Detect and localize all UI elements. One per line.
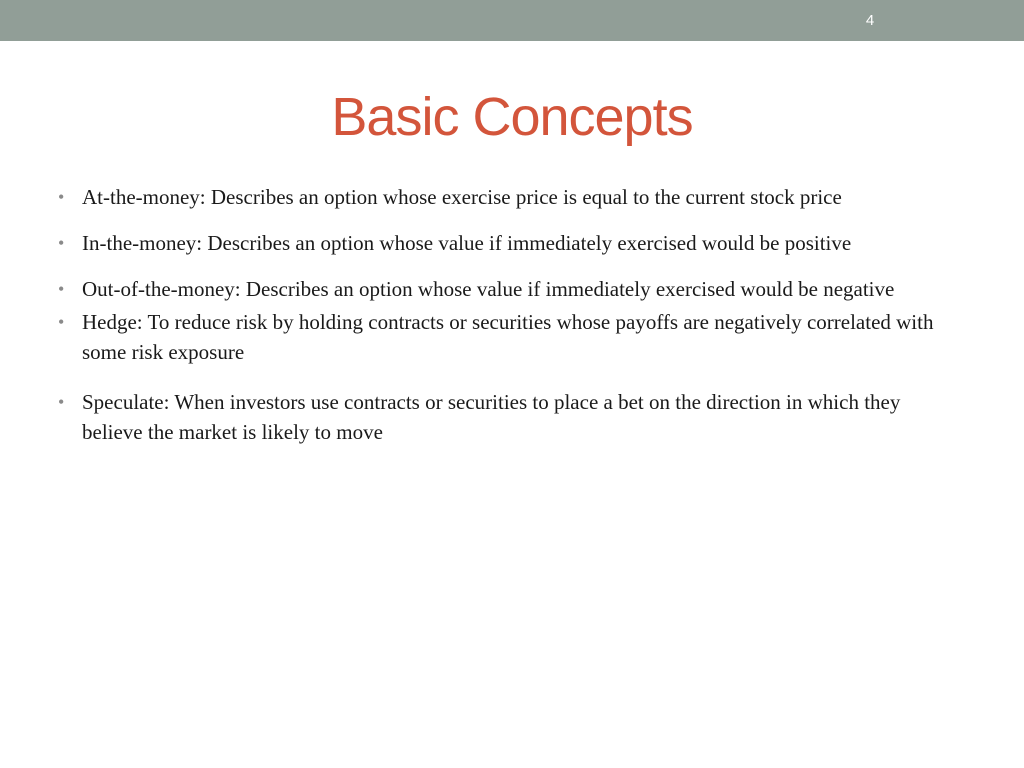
slide-number: 4 (865, 12, 875, 29)
slide-title: Basic Concepts (331, 87, 693, 147)
bullet-out-of-the-money: • Out-of-the-money: Describes an option whose value if immediately exercised would be negative (58, 275, 962, 303)
bullet-at-the-money: • At-the-money: Describes an option whose exercise price is equal to the current stock price (58, 183, 962, 211)
bullet-speculate: • Speculate: When investors use contracts or securities to place a bet on the direction in which they believe the market is likely to move (58, 387, 962, 447)
header-bar (0, 0, 1024, 41)
bullet-in-the-money: • In-the-money: Describes an option whose value if immediately exercised would be positive (58, 229, 962, 257)
bullet-list (58, 183, 962, 447)
bullet-hedge: • Hedge: To reduce risk by holding contracts or securities whose payoffs are negatively correlated with some risk exposure (58, 307, 962, 367)
